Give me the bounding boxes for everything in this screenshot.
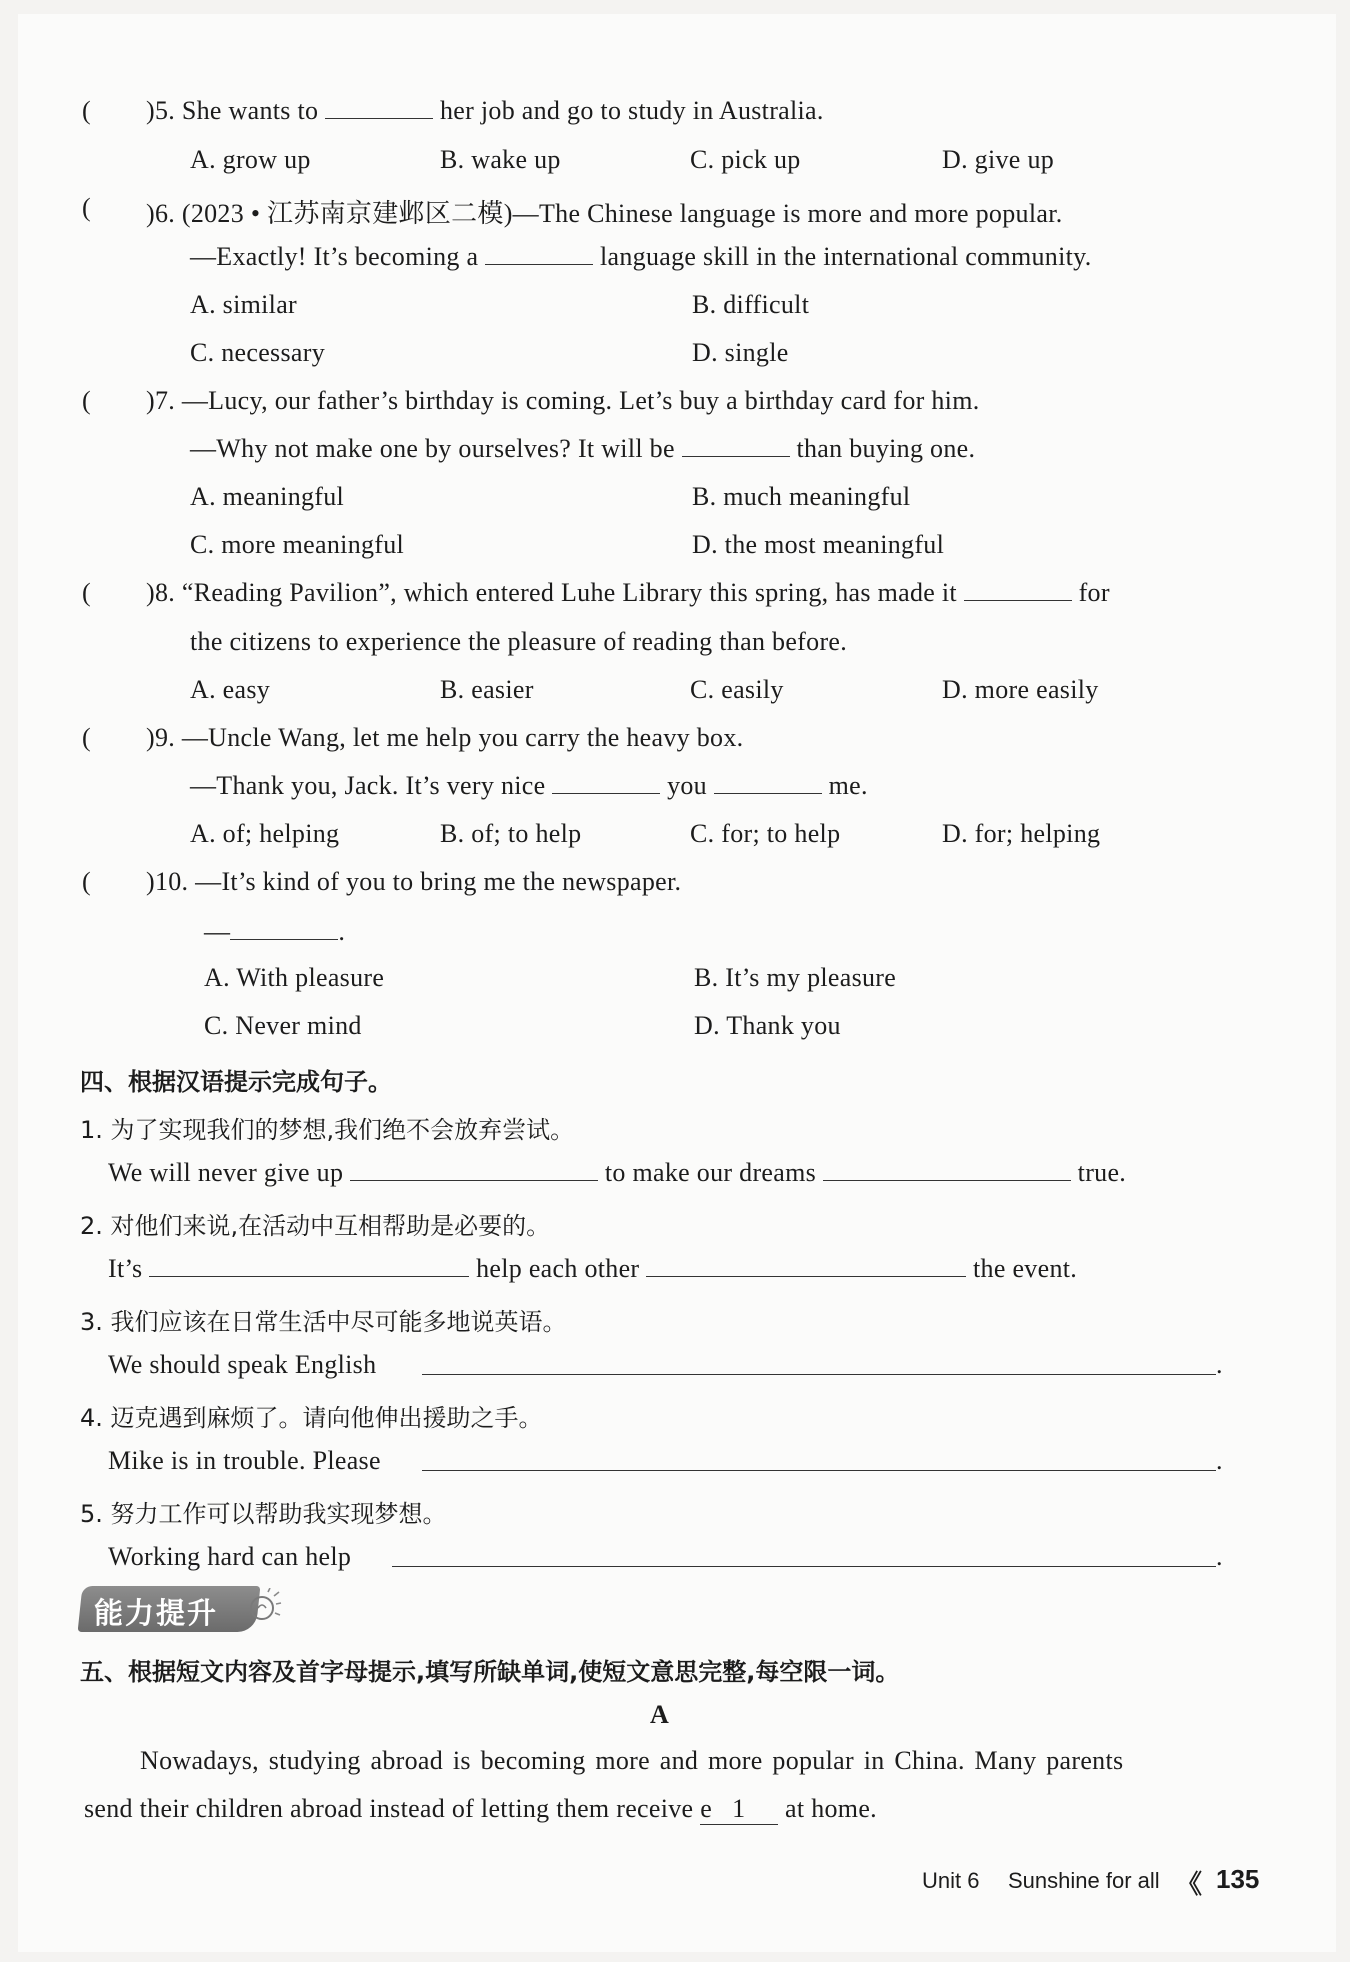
question-line-2: —Exactly! It’s becoming a language skill in the international community. (190, 242, 1092, 271)
answer-paren[interactable]: ( (82, 96, 91, 125)
option-d[interactable]: D. give up (942, 145, 1055, 174)
section-title: 四、根据汉语提示完成句子。 (80, 1068, 392, 1096)
passage-line: Nowadays, studying abroad is becoming more and more popular in China. Many parents (140, 1746, 1124, 1775)
question-stem: )8. “Reading Pavilion”, which entered Luhe Library this spring, has made it for (146, 578, 1110, 607)
fill-blank[interactable] (485, 242, 593, 265)
option-c[interactable]: C. for; to help (690, 819, 841, 848)
fill-blank-line[interactable] (422, 1470, 1216, 1471)
option-a[interactable]: A. easy (190, 675, 271, 704)
section-title: 五、根据短文内容及首字母提示,填写所缺单词,使短文意思完整,每空限一词。 (80, 1658, 900, 1686)
question-stem: )9. —Uncle Wang, let me help you carry the heavy box. (146, 723, 744, 752)
fill-blank[interactable] (230, 917, 338, 940)
question-stem: )5. She wants to her job and go to study in Australia. (146, 96, 824, 125)
option-d[interactable]: D. the most meaningful (692, 530, 945, 559)
english-sentence: Mike is in trouble. Please (108, 1446, 381, 1475)
badge-label: 能力提升 (94, 1596, 219, 1630)
option-d[interactable]: D. single (692, 338, 789, 367)
option-b[interactable]: B. much meaningful (692, 482, 911, 511)
option-b[interactable]: B. difficult (692, 290, 810, 319)
option-c[interactable]: C. easily (690, 675, 784, 704)
question-line-2: —Thank you, Jack. It’s very nice you me. (190, 771, 868, 800)
option-a[interactable]: A. of; helping (190, 819, 340, 848)
footer-unit: Unit 6 (922, 1868, 980, 1893)
question-stem: )10. —It’s kind of you to bring me the newspaper. (146, 867, 682, 896)
option-a[interactable]: A. grow up (190, 145, 311, 174)
option-c[interactable]: C. necessary (190, 338, 325, 367)
option-b[interactable]: B. wake up (440, 145, 561, 174)
chinese-prompt: 2. 对他们来说,在活动中互相帮助是必要的。 (80, 1212, 551, 1240)
answer-paren[interactable]: ( (82, 193, 91, 222)
answer-paren[interactable]: ( (82, 867, 91, 896)
option-a[interactable]: A. similar (190, 290, 297, 319)
answer-paren[interactable]: ( (82, 386, 91, 415)
option-d[interactable]: D. more easily (942, 675, 1099, 704)
option-d[interactable]: D. for; helping (942, 819, 1101, 848)
hint-blank[interactable]: e 1 (700, 1794, 778, 1825)
fill-blank[interactable] (552, 771, 660, 794)
option-c[interactable]: C. more meaningful (190, 530, 405, 559)
fill-blank[interactable] (149, 1254, 469, 1277)
english-sentence: Working hard can help (108, 1542, 352, 1571)
sentence-end: . (1216, 1446, 1223, 1475)
question-stem: )7. —Lucy, our father’s birthday is coming. Let’s buy a birthday card for him. (146, 386, 980, 415)
english-sentence: We should speak English (108, 1350, 377, 1379)
answer-paren[interactable]: ( (82, 578, 91, 607)
option-b[interactable]: B. It’s my pleasure (694, 963, 897, 992)
fill-blank[interactable] (823, 1158, 1071, 1181)
option-d[interactable]: D. Thank you (694, 1011, 841, 1040)
passage-label: A (650, 1700, 669, 1729)
footer-title: Sunshine for all (1008, 1868, 1160, 1893)
question-line-2: — . (204, 917, 346, 946)
chinese-prompt: 3. 我们应该在日常生活中尽可能多地说英语。 (80, 1308, 567, 1336)
answer-paren[interactable]: ( (82, 723, 91, 752)
sentence-end: . (1216, 1350, 1223, 1379)
sentence-end: . (1216, 1542, 1223, 1571)
question-stem: )6. (2023 • 江苏南京建邺区二模)—The Chinese language is more and more popular. (146, 199, 1063, 228)
english-sentence: We will never give up to make our dreams true. (108, 1158, 1127, 1187)
chevron-left-icon: 《 (1176, 1870, 1203, 1900)
question-line-2: the citizens to experience the pleasure of reading than before. (190, 627, 848, 656)
question-line-2: —Why not make one by ourselves? It will be than buying one. (190, 434, 976, 463)
option-a[interactable]: A. With pleasure (204, 963, 385, 992)
chinese-prompt: 1. 为了实现我们的梦想,我们绝不会放弃尝试。 (80, 1116, 575, 1144)
fill-blank-line[interactable] (392, 1566, 1216, 1567)
fill-blank[interactable] (714, 771, 822, 794)
fill-blank-line[interactable] (422, 1374, 1216, 1375)
fill-blank[interactable] (964, 578, 1072, 601)
chinese-prompt: 5. 努力工作可以帮助我实现梦想。 (80, 1500, 447, 1528)
fill-blank[interactable] (646, 1254, 966, 1277)
passage-line: send their children abroad instead of letting them receive e 1 at home. (84, 1794, 877, 1823)
english-sentence: It’s help each other the event. (108, 1254, 1078, 1283)
fill-blank[interactable] (682, 434, 790, 457)
option-b[interactable]: B. easier (440, 675, 534, 704)
option-b[interactable]: B. of; to help (440, 819, 582, 848)
option-c[interactable]: C. pick up (690, 145, 801, 174)
page-number: 135 (1216, 1864, 1260, 1894)
fill-blank[interactable] (350, 1158, 598, 1181)
fill-blank[interactable] (325, 96, 433, 119)
option-c[interactable]: C. Never mind (204, 1011, 362, 1040)
chinese-prompt: 4. 迈克遇到麻烦了。请向他伸出援助之手。 (80, 1404, 543, 1432)
light-bulb-icon (246, 1588, 282, 1633)
option-a[interactable]: A. meaningful (190, 482, 345, 511)
